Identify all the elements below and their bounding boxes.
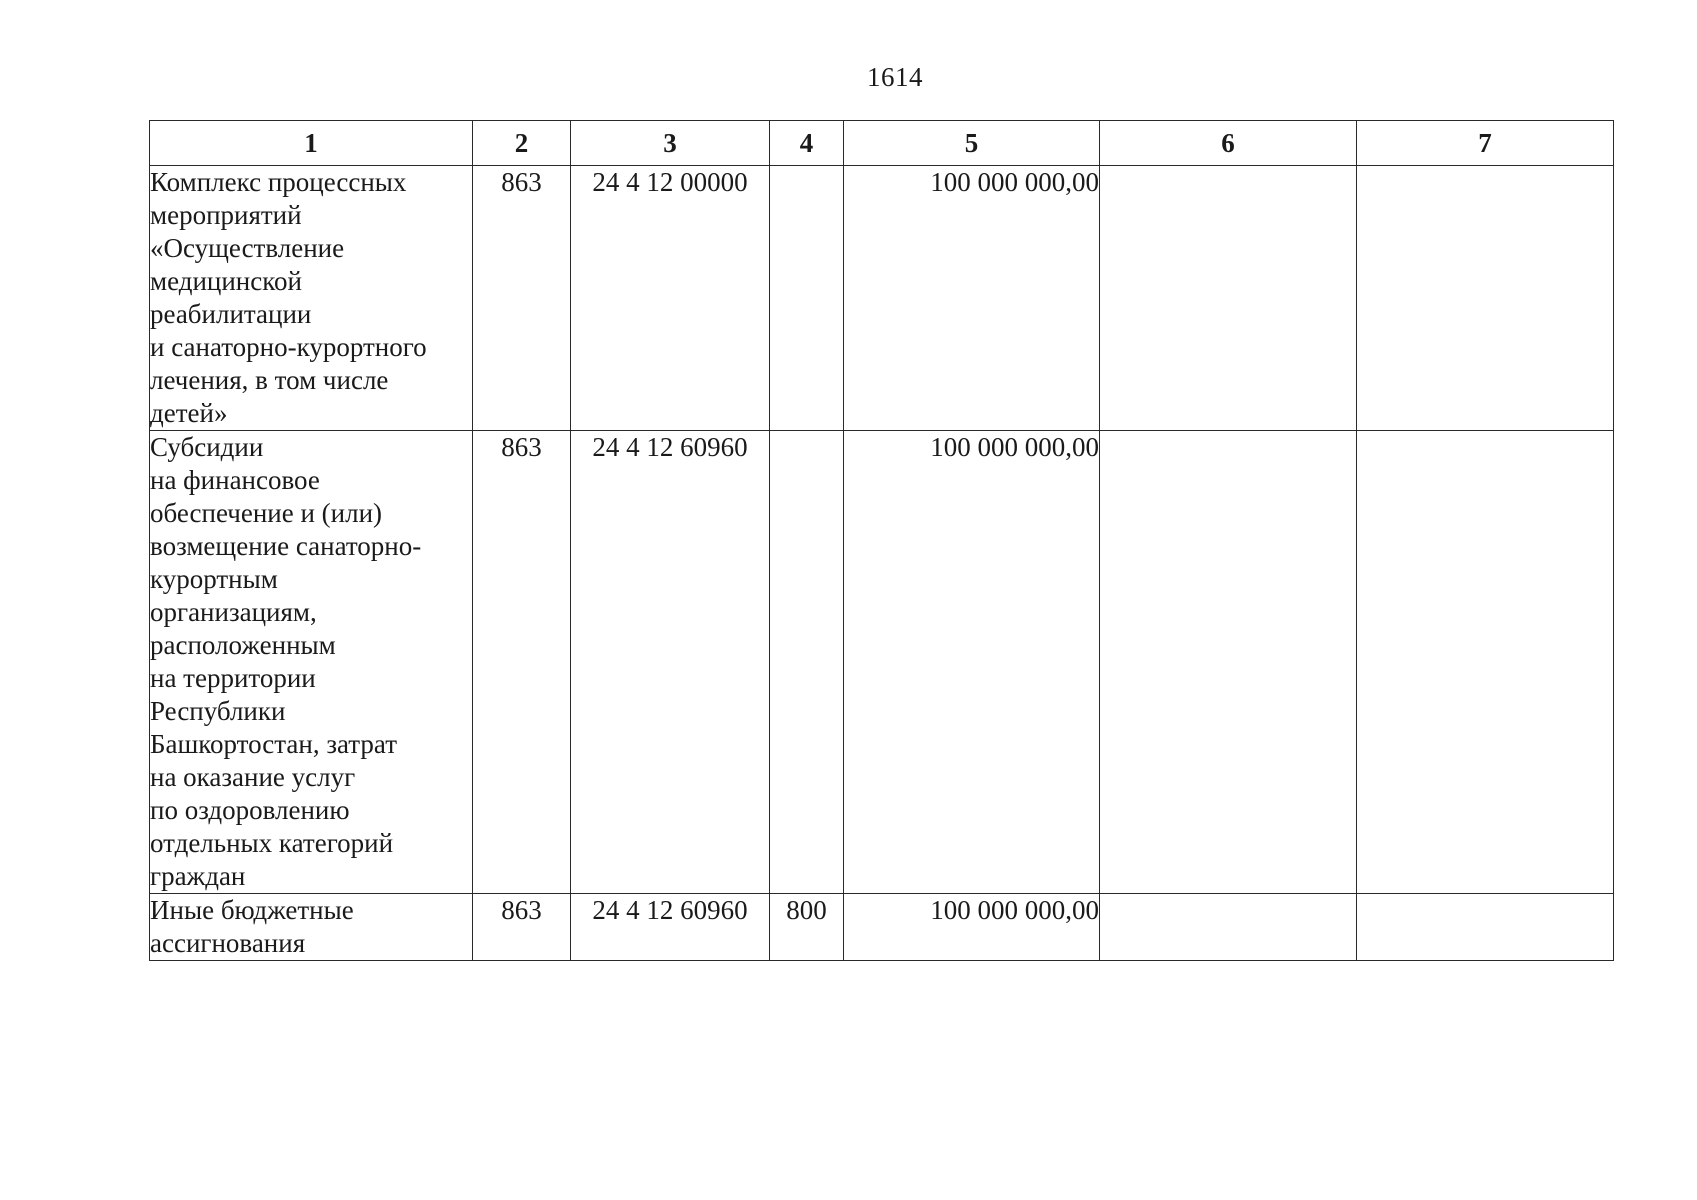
row-name-line: реабилитации — [150, 299, 312, 329]
budget-table — [149, 120, 1614, 961]
row-name-line: на территории — [150, 663, 316, 693]
ministry-code-cell: 863 — [473, 166, 571, 431]
row-name-cell — [150, 894, 473, 961]
target-article-cell: 24 4 12 60960 — [571, 431, 770, 894]
row-name-line: Башкортостан, затрат — [150, 729, 397, 759]
row-name-line: детей» — [150, 398, 228, 428]
row-name-line: возмещение санаторно- — [150, 531, 422, 561]
row-name-cell — [150, 431, 473, 894]
column-6-cell — [1100, 431, 1357, 894]
row-name-line: расположенным — [150, 630, 336, 660]
expense-type-cell — [770, 431, 844, 894]
table-row — [150, 166, 1614, 431]
row-name-line: Субсидии — [150, 432, 264, 462]
expense-type-cell: 800 — [770, 894, 844, 961]
column-6-cell — [1100, 894, 1357, 961]
column-header-2: 2 — [473, 121, 571, 166]
row-name-line: по оздоровлению — [150, 795, 350, 825]
amount-cell: 100 000 000,00 — [844, 894, 1100, 961]
column-header-5: 5 — [844, 121, 1100, 166]
row-name-line: организациям, — [150, 597, 317, 627]
table-row — [150, 431, 1614, 894]
target-article-cell: 24 4 12 60960 — [571, 894, 770, 961]
ministry-code-cell: 863 — [473, 431, 571, 894]
column-header-3: 3 — [571, 121, 770, 166]
row-name-line: на оказание услуг — [150, 762, 356, 792]
column-7-cell — [1357, 431, 1614, 894]
column-7-cell — [1357, 894, 1614, 961]
row-name-line: курортным — [150, 564, 278, 594]
column-6-cell — [1100, 166, 1357, 431]
amount-cell: 100 000 000,00 — [844, 431, 1100, 894]
row-name-line: и санаторно-курортного — [150, 332, 427, 362]
ministry-code-cell: 863 — [473, 894, 571, 961]
row-name-line: ассигнования — [150, 928, 306, 958]
row-name-line: на финансовое — [150, 465, 320, 495]
row-name-line: «Осуществление — [150, 233, 345, 263]
table-row — [150, 894, 1614, 961]
row-name-line: медицинской — [150, 266, 302, 296]
row-name-line: граждан — [150, 861, 246, 891]
row-name-line: обеспечение и (или) — [150, 498, 383, 528]
row-name-line: Республики — [150, 696, 286, 726]
table-header — [150, 121, 1614, 166]
column-7-cell — [1357, 166, 1614, 431]
header-row — [150, 121, 1614, 166]
amount-cell: 100 000 000,00 — [844, 166, 1100, 431]
row-name-line: лечения, в том числе — [150, 365, 389, 395]
row-name-line: отдельных категорий — [150, 828, 394, 858]
target-article-cell: 24 4 12 00000 — [571, 166, 770, 431]
row-name-line: Комплекс процессных — [150, 167, 407, 197]
row-name-line: мероприятий — [150, 200, 302, 230]
column-header-6: 6 — [1100, 121, 1357, 166]
row-name-line: Иные бюджетные — [150, 895, 354, 925]
page-number: 1614 — [867, 62, 923, 92]
column-header-4: 4 — [770, 121, 844, 166]
row-name-cell — [150, 166, 473, 431]
column-header-7: 7 — [1357, 121, 1614, 166]
column-header-1: 1 — [150, 121, 473, 166]
table-body — [150, 166, 1614, 961]
expense-type-cell — [770, 166, 844, 431]
